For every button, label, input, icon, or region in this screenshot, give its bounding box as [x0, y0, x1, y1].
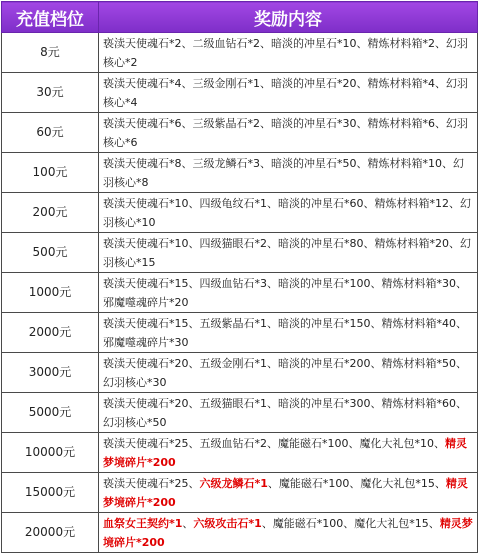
reward-text: 亵渎天使魂石*10、四级猫眼石*2、暗淡的冲星石*80、精炼材料箱*20、幻羽核心*15 — [103, 236, 471, 269]
reward-text: 亵渎天使魂石*10、四级龟纹石*1、暗淡的冲星石*60、精炼材料箱*12、幻羽核心*10 — [103, 196, 471, 229]
table-row — [2, 513, 478, 553]
table-row — [2, 273, 478, 313]
table-row — [2, 153, 478, 193]
column-header-rewards: 奖励内容 — [99, 2, 478, 33]
reward-text: 亵渎天使魂石*8、三级龙鳞石*3、暗淡的冲星石*50、精炼材料箱*10、幻羽核心*8 — [103, 156, 464, 189]
table-row — [2, 193, 478, 233]
highlighted-reward-text: 六级攻击石*1 — [193, 516, 262, 530]
reward-text: 亵渎天使魂石*25、五级血钻石*2、魔能磁石*100、魔化大礼包*10、 — [103, 436, 445, 450]
tier-cell: 100元 — [2, 153, 99, 193]
table-row — [2, 393, 478, 433]
reward-text: 亵渎天使魂石*6、三级紫晶石*2、暗淡的冲星石*30、精炼材料箱*6、幻羽核心*6 — [103, 116, 468, 149]
column-header-tier: 充值档位 — [2, 2, 99, 33]
reward-text: 亵渎天使魂石*25、 — [103, 476, 200, 490]
tier-cell: 10000元 — [2, 433, 99, 473]
table-row — [2, 473, 478, 513]
table-header-row — [2, 2, 478, 33]
reward-text: 亵渎天使魂石*20、五级金刚石*1、暗淡的冲星石*200、精炼材料箱*50、幻羽核心*30 — [103, 356, 467, 389]
table-row — [2, 433, 478, 473]
reward-text: 、魔能磁石*100、魔化大礼包*15、 — [267, 476, 446, 490]
highlighted-reward-text: 精灵梦境碎片*200 — [103, 476, 468, 509]
tier-cell: 8元 — [2, 33, 99, 73]
tier-cell: 15000元 — [2, 473, 99, 513]
table-row — [2, 113, 478, 153]
rewards-cell — [99, 393, 478, 433]
reward-text: 亵渎天使魂石*15、四级血钻石*3、暗淡的冲星石*100、精炼材料箱*30、邪魔噬魂碎片*20 — [103, 276, 467, 309]
rewards-cell — [99, 473, 478, 513]
table-row — [2, 33, 478, 73]
reward-table — [1, 1, 478, 553]
tier-cell: 3000元 — [2, 353, 99, 393]
rewards-cell — [99, 233, 478, 273]
rewards-cell — [99, 273, 478, 313]
rewards-cell — [99, 353, 478, 393]
highlighted-reward-text: 六级龙鳞石*1 — [199, 476, 268, 490]
reward-text: 亵渎天使魂石*20、五级猫眼石*1、暗淡的冲星石*300、精炼材料箱*60、幻羽核心*50 — [103, 396, 467, 429]
reward-text: 亵渎天使魂石*2、二级血钻石*2、暗淡的冲星石*10、精炼材料箱*2、幻羽核心*2 — [103, 36, 468, 69]
highlighted-reward-text: 血祭女王契约*1 — [103, 516, 183, 530]
rewards-cell — [99, 313, 478, 353]
table-row — [2, 313, 478, 353]
tier-cell: 500元 — [2, 233, 99, 273]
tier-cell: 30元 — [2, 73, 99, 113]
reward-text: 亵渎天使魂石*15、五级紫晶石*1、暗淡的冲星石*150、精炼材料箱*40、邪魔噬魂碎片*30 — [103, 316, 467, 349]
table-row — [2, 233, 478, 273]
tier-cell: 2000元 — [2, 313, 99, 353]
tier-cell: 5000元 — [2, 393, 99, 433]
rewards-cell — [99, 513, 478, 553]
tier-cell: 200元 — [2, 193, 99, 233]
tier-cell: 1000元 — [2, 273, 99, 313]
reward-text: 、魔能磁石*100、魔化大礼包*15、 — [261, 516, 440, 530]
reward-text: 亵渎天使魂石*4、三级金刚石*1、暗淡的冲星石*20、精炼材料箱*4、幻羽核心*4 — [103, 76, 468, 109]
tier-cell: 60元 — [2, 113, 99, 153]
rewards-cell — [99, 73, 478, 113]
tier-cell: 20000元 — [2, 513, 99, 553]
rewards-cell — [99, 113, 478, 153]
table-body — [2, 33, 478, 553]
rewards-cell — [99, 33, 478, 73]
rewards-cell — [99, 433, 478, 473]
highlighted-reward-text: 精灵梦境碎片*200 — [103, 516, 473, 549]
rewards-cell — [99, 193, 478, 233]
rewards-cell — [99, 153, 478, 193]
table-row — [2, 353, 478, 393]
reward-text: 、 — [182, 516, 194, 530]
table-row — [2, 73, 478, 113]
highlighted-reward-text: 精灵梦境碎片*200 — [103, 436, 467, 469]
